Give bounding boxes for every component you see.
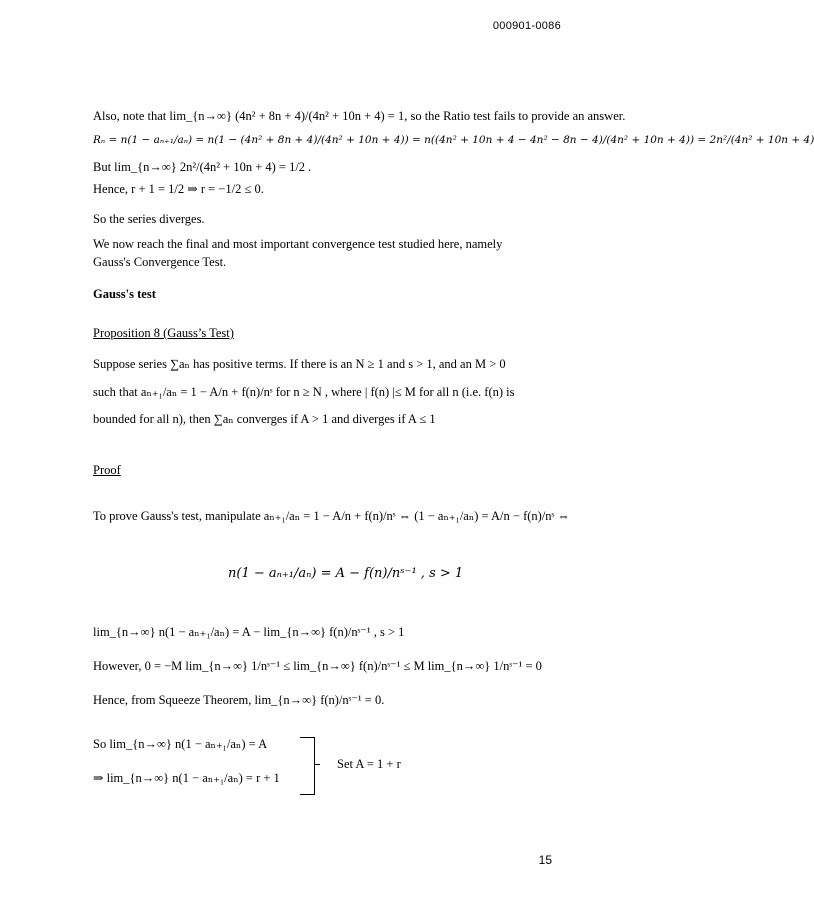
hence-r: Hence, r + 1 = 1/2 ⇒ r = −1/2 ≤ 0. (93, 182, 264, 196)
suppose-line-3: bounded for all n), then ∑aₙ converges if A > 1 and diverges if A ≤ 1 (93, 412, 436, 426)
so-limit-line: So lim_{n→∞} n(1 − aₙ₊₁/aₙ) = A (93, 737, 268, 751)
section-title: Gauss's test (93, 287, 156, 301)
right-brace (300, 737, 315, 795)
document-id: 000901-0086 (492, 20, 561, 32)
suppose-line-2: such that aₙ₊₁/aₙ = 1 − A/n + f(n)/nˢ for n ≥ N , where | f(n) |≤ M for all n (i.e. f(n) is (93, 385, 515, 399)
intro-paragraph-line-1: We now reach the final and most important convergence test studied here, namely (93, 237, 503, 251)
implies-limit-line: ⇒ lim_{n→∞} n(1 − aₙ₊₁/aₙ) = r + 1 (93, 771, 280, 785)
however-line: However, 0 = −M lim_{n→∞} 1/nˢ⁻¹ ≤ lim_{n→∞} f(n)/nˢ⁻¹ ≤ M lim_{n→∞} 1/nˢ⁻¹ = 0 (93, 659, 542, 673)
series-diverges: So the series diverges. (93, 212, 205, 226)
squeeze-line: Hence, from Squeeze Theorem, lim_{n→∞} f(n)/nˢ⁻¹ = 0. (93, 693, 385, 707)
ratio-test-note: Also, note that lim_{n→∞} (4n² + 8n + 4)/(4n² + 10n + 4) = 1, so the Ratio test fails to provide an answer. (93, 109, 626, 123)
proof-heading: Proof (93, 463, 121, 477)
intro-paragraph-line-2: Gauss's Convergence Test. (93, 255, 227, 269)
rn-expression: Rₙ = n(1 − aₙ₊₁/aₙ) = n(1 − (4n² + 8n + 4)/(4n² + 10n + 4)) = n((4n² + 10n + 4 − 4n² − 8n − 4)/(4n² + 10n + 4)) = 2n²/(4n² + 10n + 4) (93, 134, 814, 146)
page-number: 15 (538, 853, 552, 867)
suppose-line-1: Suppose series ∑aₙ has positive terms. If there is an N ≥ 1 and s > 1, and an M > 0 (93, 357, 506, 371)
proposition-heading: Proposition 8 (Gauss’s Test) (93, 326, 234, 340)
set-a-note: Set A = 1 + r (337, 757, 401, 771)
but-limit: But lim_{n→∞} 2n²/(4n² + 10n + 4) = 1/2 . (93, 160, 312, 174)
brace-tick (314, 764, 320, 765)
limit-line: lim_{n→∞} n(1 − aₙ₊₁/aₙ) = A − lim_{n→∞} f(n)/nˢ⁻¹ , s > 1 (93, 625, 405, 639)
proof-line-1: To prove Gauss's test, manipulate aₙ₊₁/aₙ = 1 − A/n + f(n)/nˢ ⇔ (1 − aₙ₊₁/aₙ) = A/n − f(n)/nˢ ⇔ (93, 509, 570, 523)
display-equation: n(1 − aₙ₊₁/aₙ) = A − f(n)/nˢ⁻¹ , s > 1 (228, 566, 464, 581)
